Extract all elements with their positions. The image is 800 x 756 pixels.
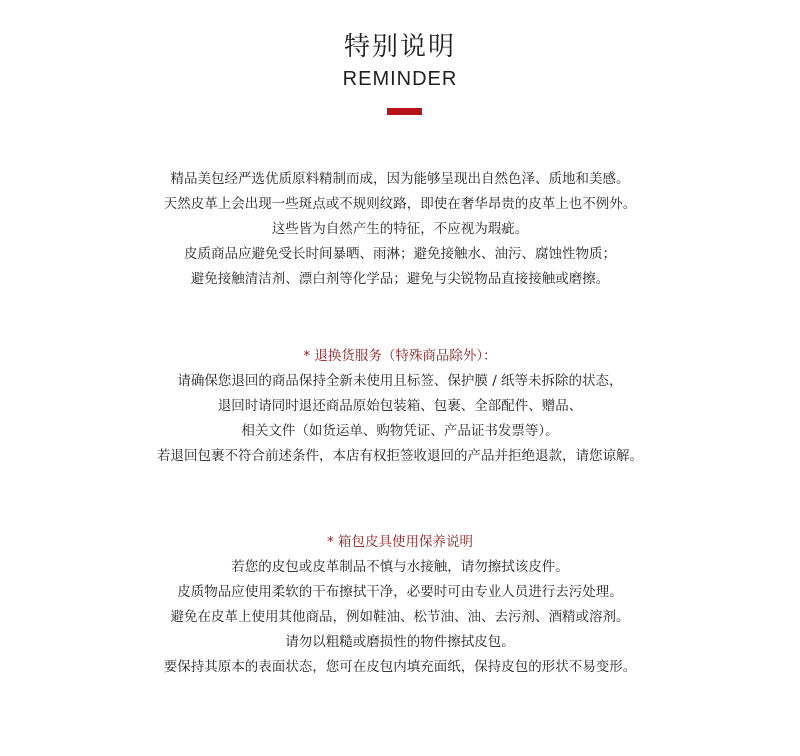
page-header	[0, 30, 800, 92]
returns-line: 相关文件（如货运单、购物凭证、产品证书发票等）。	[241, 423, 559, 439]
care-line: 请勿以粗糙或磨损性的物件擦拭皮包。	[285, 634, 515, 650]
intro-line: 这些皆为自然产生的特征，不应视为瑕疵。	[271, 221, 529, 237]
returns-line: 若退回包裹不符合前述条件，本店有权拒签收退回的产品并拒绝退款，请您谅解。	[157, 448, 643, 464]
care-line: 皮质物品应使用柔软的干布擦拭干净，必要时可由专业人员进行去污处理。	[177, 584, 623, 600]
returns-line: 退回时请同时退还商品原始包装箱、包裹、全部配件、赠品、	[217, 398, 583, 414]
page-subtitle: REMINDER	[342, 68, 458, 90]
care-heading: * 箱包皮具使用保养说明	[326, 534, 474, 550]
care-line: 要保持其原本的表面状态，您可在皮包内填充面纸，保持皮包的形状不易变形。	[163, 659, 637, 675]
care-section	[0, 530, 800, 680]
care-line: 若您的皮包或皮革制品不慎与水接触，请勿擦拭该皮件。	[231, 559, 569, 575]
intro-line: 天然皮革上会出现一些斑点或不规则纹路，即使在奢华昂贵的皮革上也不例外。	[163, 196, 637, 212]
page-title: 特别说明	[343, 32, 456, 62]
returns-heading: * 退换货服务（特殊商品除外）：	[303, 348, 497, 364]
intro-section	[0, 167, 800, 292]
intro-line: 皮质商品应避免受长时间暴晒、雨淋；避免接触水、油污、腐蚀性物质；	[184, 246, 616, 262]
intro-line: 精品美包经严选优质原料精制而成，因为能够呈现出自然色泽、质地和美感。	[170, 171, 630, 187]
intro-line: 避免接触清洁剂、漂白剂等化学品；避免与尖锐物品直接接触或磨擦。	[190, 271, 610, 287]
care-line: 避免在皮革上使用其他商品，例如鞋油、松节油、油、去污剂、酒精或溶剂。	[170, 609, 630, 625]
title-accent-bar	[387, 108, 422, 115]
returns-section	[0, 344, 800, 469]
returns-line: 请确保您退回的商品保持全新未使用且标签、保护膜 / 纸等未拆除的状态，	[177, 373, 623, 389]
